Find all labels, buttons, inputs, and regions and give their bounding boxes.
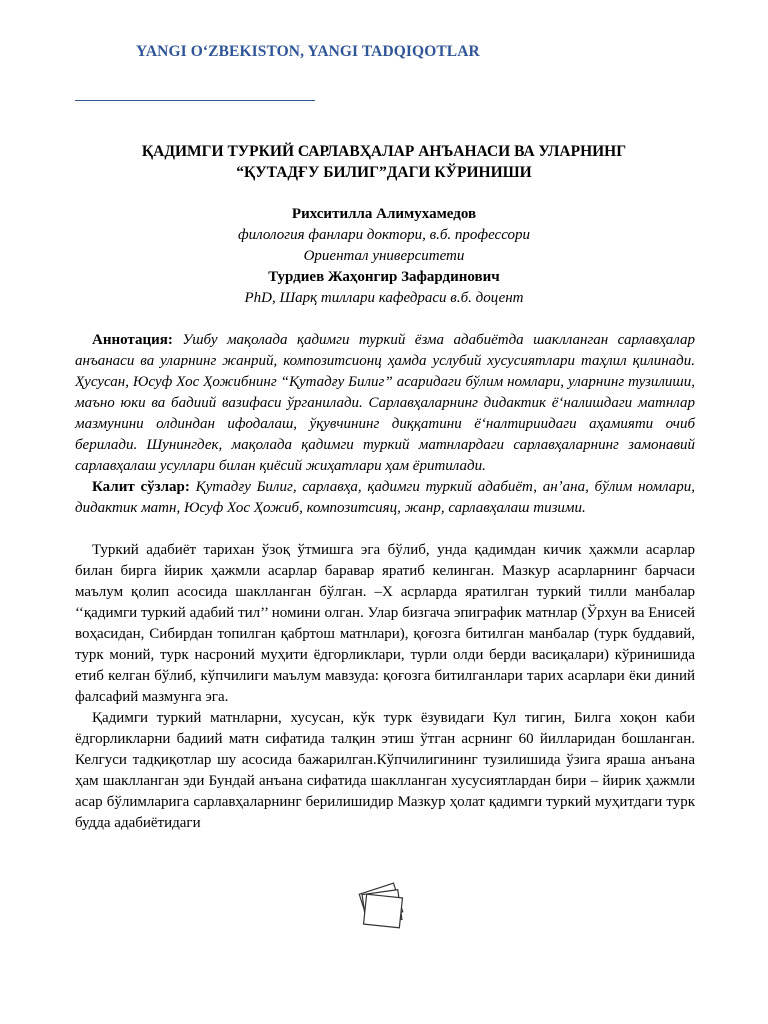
author-affiliation: PhD, Шарқ тиллари кафедраси в.б. доцент [244, 290, 524, 306]
abstract-label: Аннотация: [92, 332, 173, 348]
keywords [75, 477, 695, 519]
author-name: Рихситилла Алимухамедов [291, 206, 477, 222]
keywords-text: Қутадғу Билиг, сарлавҳа, қадимги туркий адабиёт, анʼана, бўлим номлари, дидактик матн, Юсуф Хос Ҳожиб, композитсияц, жанр, сарлавҳалаш тизими. [75, 479, 695, 516]
abstract-text: Ушбу мақолада қадимги туркий ёзма адабиётда шаклланган сарлавҳалар анъанаси ва уларнинг жанрий, композитсионц ҳамда услубий хусусиятлари таҳлил қилинади. Ҳусусан, Юсуф Хос Ҳожибнинг “Қутадғу Билиг” асаридаги бўлим номлари, уларнинг тузилиши, маъно юки ва бадиий вазифаси ўрганилади. Сарлавҳаларнинг дидактик ёʻналишдаги матнлар мазмунини олдиндан ифодалаш, ўқувчининг диққатини ёʻналтириидаги аҳамияти очиб берилади. Шунингдек, мақолада қадимги туркий матнлардаги сарлавҳаларнинг замонавий сарлавҳалаш усуллари билан қиёсий жиҳатлари ҳам ёритилади. [75, 332, 695, 474]
watermark-icon [355, 878, 411, 934]
article-body [75, 330, 695, 834]
title-line-2: “ҚУТАДҒУ БИЛИГ”ДАГИ КЎРИНИШИ [236, 164, 532, 181]
author-affiliation: филология фанлари доктори, в.б. профессори [238, 227, 530, 243]
body-paragraph: Қадимги туркий матнларни, хусусан, кўк турк ёзувидаги Кул тигин, Билга хоқон каби ёдгорликларни бадиий матн сифатида талқин этиш ўтган асрнинг 60 йилларидан бошланган. Келгуси тадқиқотлар шу асосида бажарилган.Кўпчилигининг тузилишида ўзига яраша анъана ҳам шаклланган эди Бундай анъана сифатида шаклланган хусусиятлардан бири – йирик ҳажмли асар бўлимларига сарлавҳаларнинг берилишидир Мазкур ҳолат қадимги туркий муҳитдаги турк будда адабиётидаги [75, 710, 695, 831]
article-title [75, 141, 693, 183]
author-block [75, 204, 693, 309]
journal-header: YANGI O‘ZBEKISTON, YANGI TADQIQOTLAR [136, 43, 480, 60]
keywords-label: Калит сўзлар: [92, 479, 190, 495]
body-paragraph: Туркий адабиёт тарихан ўзоқ ўтмишга эга бўлиб, унда қадимдан кичик ҳажмли асарлар билан бирга йирик ҳажмли асарлар баравар яратиб келинган. Мазкур асарларнинг барчаси маълум қолип асосида шаклланган бўлган. –X асрларда яратилган туркий тилли манбалар ‘‘қадимги туркий адабий тил’’ номини олган. Улар бизгача эпиграфик матнлар (Ўрхун ва Енисей воҳасидан, Сибирдан топилган қабртош матнлари), қоғозга битилган манбалар (турк буддавий, турк моний, турк насроний муҳити ёдгорликлари, турли олди берди васиқалари) кўринишида етиб келган бўлиб, кўпчилиги маълум мавзуда: қоғозга битилганлари тарих асарлари ёки диний фалсафий мазмунга эга. [75, 542, 695, 705]
header-divider [75, 100, 315, 101]
abstract [75, 330, 695, 477]
author-name: Турдиев Жаҳонгир Зафардинович [268, 269, 500, 285]
author-affiliation: Ориентал университети [303, 248, 465, 264]
title-line-1: ҚАДИМГИ ТУРКИЙ САРЛАВҲАЛАР АНЪАНАСИ ВА УЛАРНИНГ [141, 143, 627, 160]
